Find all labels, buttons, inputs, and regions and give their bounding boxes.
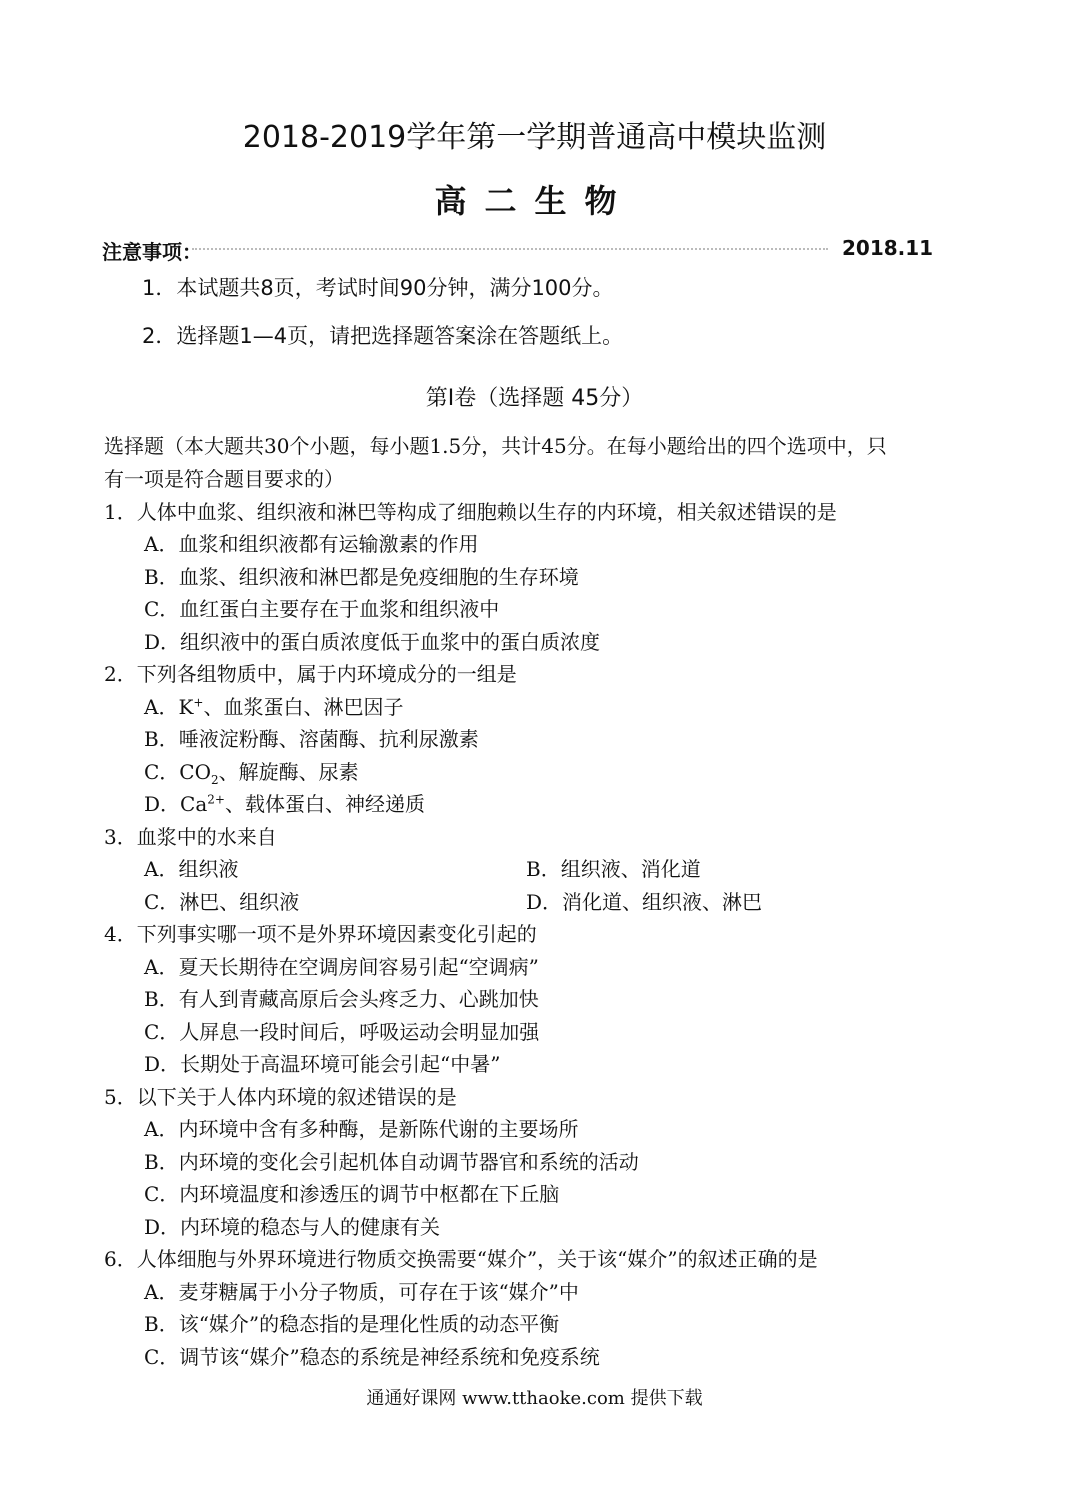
question-2-option-b: B．唾液淀粉酶、溶菌酶、抗利尿激素 xyxy=(144,727,479,751)
question-6-option-c: C．调节该“媒介”稳态的系统是神经系统和免疫系统 xyxy=(144,1345,600,1369)
question-1-option-b: B．血浆、组织液和淋巴都是免疫细胞的生存环境 xyxy=(144,565,579,589)
question-6-stem: 6．人体细胞与外界环境进行物质交换需要“媒介”，关于该“媒介”的叙述正确的是 xyxy=(104,1247,818,1271)
page-footer: 通通好课网 www.tthaoke.com 提供下载 xyxy=(366,1388,703,1409)
question-6-option-a: A．麦芽糖属于小分子物质，可存在于该“媒介”中 xyxy=(144,1280,579,1304)
option-c-subscript: 2 xyxy=(211,773,219,787)
question-2-stem: 2．下列各组物质中，属于内环境成分的一组是 xyxy=(104,662,517,686)
intro-line-2: 有一项是符合题目要求的） xyxy=(104,467,344,491)
question-4-option-c: C．人屏息一段时间后，呼吸运动会明显加强 xyxy=(144,1020,540,1044)
question-4-option-d: D．长期处于高温环境可能会引起“中暑” xyxy=(144,1052,501,1076)
option-d-superscript: 2+ xyxy=(207,792,225,807)
question-3-stem: 3．血浆中的水来自 xyxy=(104,825,277,849)
question-2-option-c xyxy=(144,756,359,787)
option-d-prefix: D．Ca xyxy=(144,792,208,816)
question-2-option-d xyxy=(144,788,425,817)
question-6-option-b: B．该“媒介”的稳态指的是理化性质的动态平衡 xyxy=(144,1312,560,1336)
question-3-option-c: C．淋巴、组织液 xyxy=(144,890,300,914)
section-title: 第Ⅰ卷（选择题 45分） xyxy=(425,386,644,411)
note-1: 1．本试题共8页，考试时间90分钟，满分100分。 xyxy=(142,276,614,300)
question-1-stem: 1．人体中血浆、组织液和淋巴等构成了细胞赖以生存的内环境，相关叙述错误的是 xyxy=(104,500,837,524)
dotted-divider xyxy=(192,228,828,250)
question-5-option-d: D．内环境的稳态与人的健康有关 xyxy=(144,1215,441,1239)
question-3-option-b: B．组织液、消化道 xyxy=(526,857,701,881)
note-2: 2．选择题1—4页，请把选择题答案涂在答题纸上。 xyxy=(142,324,624,348)
option-c-rest: 、解旋酶、尿素 xyxy=(218,760,359,784)
option-a-rest: 、血浆蛋白、淋巴因子 xyxy=(203,695,404,719)
question-1-option-a: A．血浆和组织液都有运输激素的作用 xyxy=(144,532,479,556)
subject-title: 高二生物 xyxy=(434,182,635,220)
question-5-option-b: B．内环境的变化会引起机体自动调节器官和系统的活动 xyxy=(144,1150,639,1174)
exam-date: 2018.11 xyxy=(842,236,934,260)
option-d-rest: 、载体蛋白、神经递质 xyxy=(224,792,425,816)
question-1-option-c: C．血红蛋白主要存在于血浆和组织液中 xyxy=(144,597,500,621)
exam-title: 2018-2019学年第一学期普通高中模块监测 xyxy=(242,120,827,155)
question-1-option-d: D．组织液中的蛋白质浓度低于血浆中的蛋白质浓度 xyxy=(144,630,601,654)
option-c-prefix: C．CO xyxy=(144,760,212,784)
question-4-stem: 4．下列事实哪一项不是外界环境因素变化引起的 xyxy=(104,922,537,946)
question-4-option-b: B．有人到青藏高原后会头疼乏力、心跳加快 xyxy=(144,987,539,1011)
question-5-option-c: C．内环境温度和渗透压的调节中枢都在下丘脑 xyxy=(144,1182,560,1206)
question-5-stem: 5．以下关于人体内环境的叙述错误的是 xyxy=(104,1085,457,1109)
question-2-option-a xyxy=(144,691,403,720)
notice-label: 注意事项： xyxy=(102,240,202,264)
question-4-option-a: A．夏天长期待在空调房间容易引起“空调病” xyxy=(144,955,539,979)
option-a-prefix: A．K xyxy=(144,695,194,719)
question-5-option-a: A．内环境中含有多种酶，是新陈代谢的主要场所 xyxy=(144,1117,579,1141)
option-a-superscript: + xyxy=(193,695,204,710)
question-3-option-d: D．消化道、组织液、淋巴 xyxy=(526,890,763,914)
question-3-option-a: A．组织液 xyxy=(144,857,239,881)
intro-line-1: 选择题（本大题共30个小题，每小题1.5分，共计45分。在每小题给出的四个选项中，只 xyxy=(104,434,887,458)
